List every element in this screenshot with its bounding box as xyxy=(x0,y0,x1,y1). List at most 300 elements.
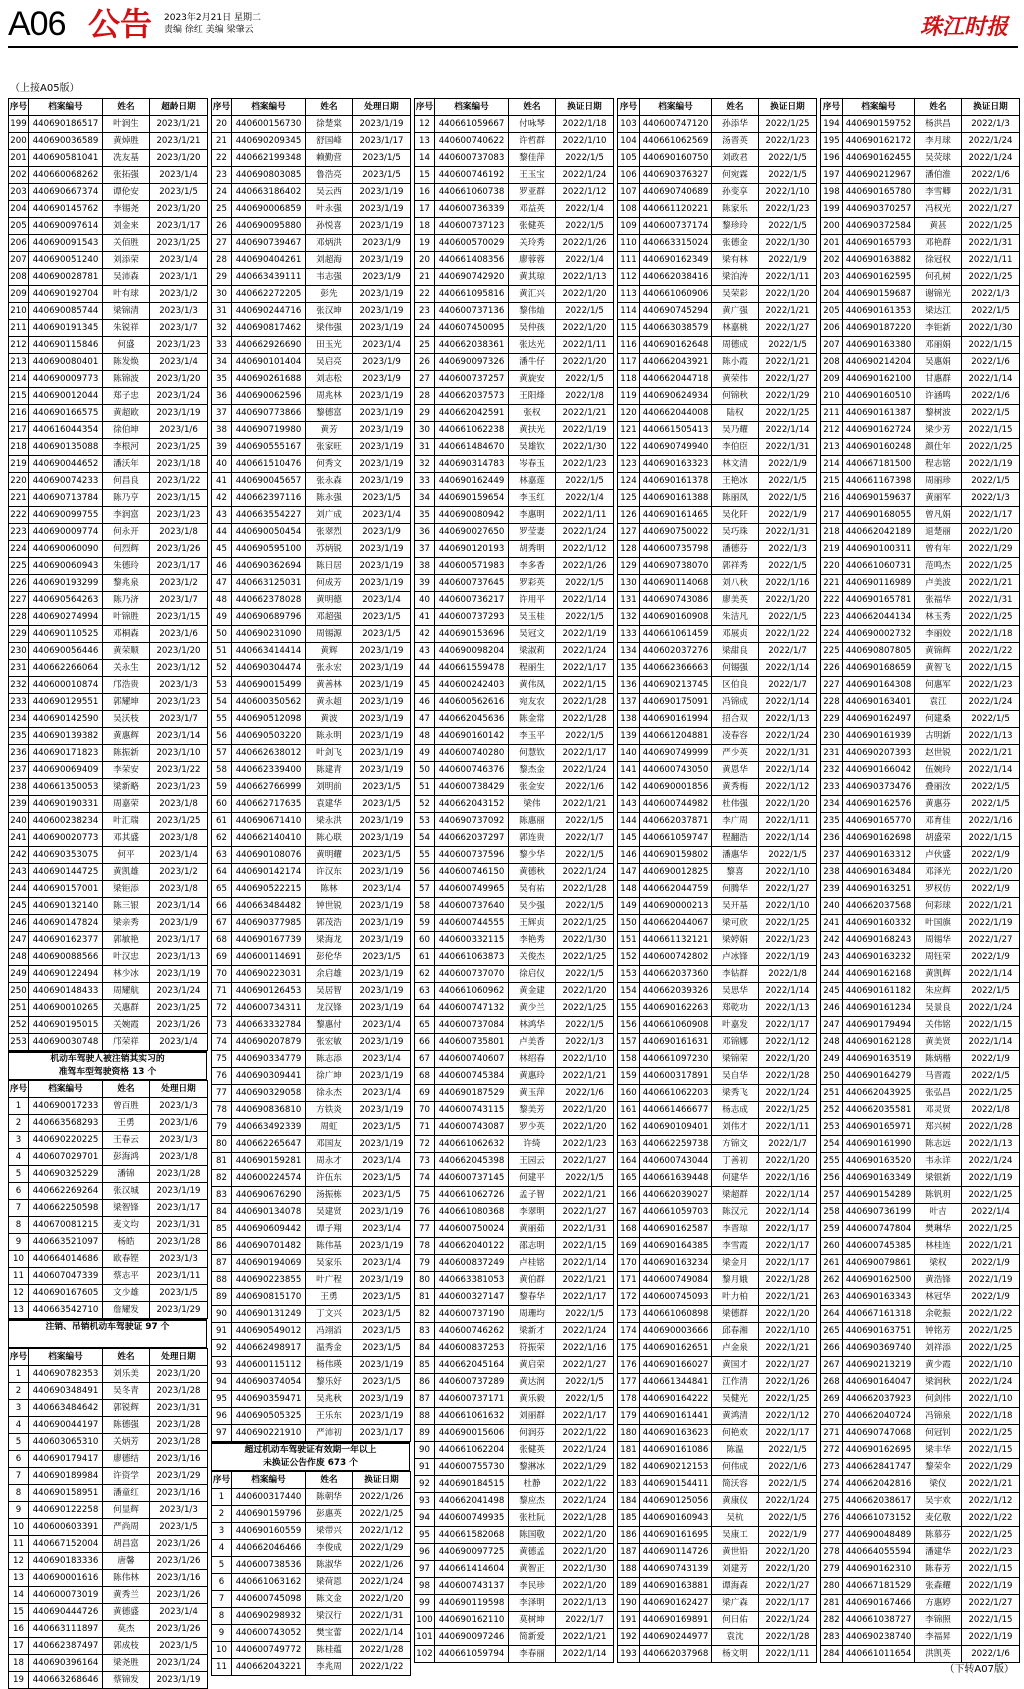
table-cell: 2023/1/28 xyxy=(150,1417,208,1434)
table-cell: 116 xyxy=(618,337,640,354)
table-cell: 440690701482 xyxy=(232,1238,306,1255)
table-cell: 何秀文 xyxy=(306,456,353,473)
table-cell: 163 xyxy=(618,1136,640,1153)
table-cell: 2023/1/24 xyxy=(150,1655,208,1672)
table-cell: 2022/1/21 xyxy=(556,405,614,422)
table-cell: 2022/1/11 xyxy=(962,252,1020,269)
table-row xyxy=(212,932,411,949)
table-cell: 440661038727 xyxy=(843,1612,915,1629)
table-cell: 2022/1/24 xyxy=(556,1442,614,1459)
table-cell: 2022/1/5 xyxy=(962,303,1020,320)
table-cell: 2022/1/12 xyxy=(353,1523,411,1540)
table-cell: 2023/1/19 xyxy=(150,966,208,983)
table-cell: 206 xyxy=(9,235,29,252)
table-cell: 2022/1/19 xyxy=(962,915,1020,932)
table-cell: 440661061632 xyxy=(435,1408,509,1425)
table-cell: 169 xyxy=(618,1238,640,1255)
table-cell: 宛友农 xyxy=(509,694,556,711)
table-cell: 440661060738 xyxy=(435,184,509,201)
table-cell: 2022/1/29 xyxy=(759,388,817,405)
table-cell: 2022/1/19 xyxy=(962,456,1020,473)
table-cell: 7 xyxy=(212,1591,232,1608)
table-cell: 48 xyxy=(212,592,232,609)
table-cell: 陈伟林 xyxy=(103,1570,150,1587)
table-row xyxy=(415,1034,614,1051)
table-cell: 440690162595 xyxy=(843,269,915,286)
table-cell: 440690159796 xyxy=(232,1506,306,1523)
table-cell: 黄明耀 xyxy=(306,847,353,864)
table-row xyxy=(9,1183,208,1200)
table-cell: 65 xyxy=(415,1017,435,1034)
table-row xyxy=(618,337,817,354)
table-cell: 刘祥添 xyxy=(915,1340,962,1357)
table-cell: 440600740280 xyxy=(435,745,509,762)
table-row xyxy=(821,1255,1020,1272)
table-row xyxy=(415,1629,614,1646)
table-cell: 张永宏 xyxy=(306,660,353,677)
table-row xyxy=(212,1255,411,1272)
table-cell: 96 xyxy=(212,1408,232,1425)
table-row xyxy=(415,150,614,167)
table-cell: 2023/1/19 xyxy=(353,745,411,762)
table-cell: 2022/1/5 xyxy=(556,575,614,592)
table-cell: 440690168659 xyxy=(843,660,915,677)
table-row xyxy=(821,473,1020,490)
table-cell: 201 xyxy=(9,150,29,167)
table-row xyxy=(821,932,1020,949)
table-cell: 255 xyxy=(821,1153,843,1170)
table-cell: 260 xyxy=(821,1238,843,1255)
table-cell: 2022/1/31 xyxy=(759,524,817,541)
table-row xyxy=(212,1272,411,1289)
table-cell: 2022/1/27 xyxy=(556,1204,614,1221)
editor-credits: 责编 徐红 美编 梁肇云 xyxy=(164,25,254,35)
table-row xyxy=(821,1204,1020,1221)
table-cell: 廖德结 xyxy=(103,1451,150,1468)
table-cell: 204 xyxy=(9,201,29,218)
table-cell: 1 xyxy=(9,1098,29,1115)
table-cell: 440690098204 xyxy=(435,643,509,660)
table-cell: 31 xyxy=(212,303,232,320)
table-row xyxy=(618,745,817,762)
table-cell: 冯锦泉 xyxy=(915,1408,962,1425)
table-cell: 254 xyxy=(821,1136,843,1153)
table-cell: 8 xyxy=(212,1608,232,1625)
table-cell: 2022/1/5 xyxy=(556,1306,614,1323)
table-cell: 2022/1/25 xyxy=(353,1506,411,1523)
table-cell: 79 xyxy=(212,1119,232,1136)
table-row xyxy=(9,1234,208,1251)
table-cell: 黄秀兰 xyxy=(103,1587,150,1604)
table-row xyxy=(9,1149,208,1166)
table-cell: 刘政君 xyxy=(712,150,759,167)
table-cell: 440690006859 xyxy=(232,201,306,218)
table-row xyxy=(212,575,411,592)
table-cell: 杨伟瑛 xyxy=(306,1357,353,1374)
table-cell: 2022/1/28 xyxy=(556,881,614,898)
table-cell: 唐馨 xyxy=(103,1553,150,1570)
table-cell: 203 xyxy=(821,269,843,286)
table-row xyxy=(618,1561,817,1578)
table-cell: 2022/1/3 xyxy=(556,1034,614,1051)
table-row xyxy=(212,1591,411,1608)
table-cell: 2023/1/25 xyxy=(150,439,208,456)
table-cell: 2022/1/21 xyxy=(556,1272,614,1289)
table-cell: 韦永详 xyxy=(915,1153,962,1170)
table-cell: 2022/1/31 xyxy=(759,745,817,762)
table-cell: 72 xyxy=(212,1000,232,1017)
table-cell: 汤振栋 xyxy=(306,1187,353,1204)
table-cell: 440690162576 xyxy=(843,796,915,813)
table-cell: 440664014686 xyxy=(29,1251,103,1268)
table-cell: 2023/1/19 xyxy=(353,558,411,575)
table-cell: 440690162168 xyxy=(843,966,915,983)
table-cell: 2023/1/19 xyxy=(353,813,411,830)
table-row xyxy=(618,626,817,643)
table-cell: 440690001616 xyxy=(29,1570,103,1587)
table-cell: 29 xyxy=(212,269,232,286)
table-cell: 2023/1/4 xyxy=(150,354,208,371)
table-row xyxy=(9,1553,208,1570)
table-row xyxy=(618,864,817,881)
table-row xyxy=(9,1017,208,1034)
table-cell: 156 xyxy=(618,1017,640,1034)
table-cell: 冯权光 xyxy=(915,201,962,218)
table-cell: 2023/1/19 xyxy=(353,1238,411,1255)
table-cell: 2022/1/11 xyxy=(759,269,817,286)
table-cell: 440690162263 xyxy=(640,1000,712,1017)
table-cell: 2023/1/12 xyxy=(150,660,208,677)
table-cell: 吴雄钦 xyxy=(509,439,556,456)
table-cell: 153 xyxy=(618,966,640,983)
table-cell: 440690187529 xyxy=(435,1085,509,1102)
table-cell: 黄波 xyxy=(306,711,353,728)
table-cell: 137 xyxy=(618,694,640,711)
table-cell: 2022/1/14 xyxy=(759,1187,817,1204)
table-cell: 440662039027 xyxy=(640,1187,712,1204)
table-cell: 陈志远 xyxy=(915,1136,962,1153)
table-cell: 2022/1/10 xyxy=(556,1051,614,1068)
table-row xyxy=(618,456,817,473)
table-cell: 2023/1/8 xyxy=(150,796,208,813)
table-cell: 卢美波 xyxy=(915,575,962,592)
table-cell: 60 xyxy=(415,932,435,949)
table-cell: 252 xyxy=(9,1017,29,1034)
table-cell: 2022/1/27 xyxy=(759,881,817,898)
table-cell: 440662037871 xyxy=(640,813,712,830)
table-cell: 25 xyxy=(212,201,232,218)
table-cell: 2022/1/5 xyxy=(962,711,1020,728)
table-row xyxy=(821,881,1020,898)
table-cell: 2022/1/5 xyxy=(759,1476,817,1493)
table-cell: 440600743087 xyxy=(435,1119,509,1136)
table-cell: 王阳烽 xyxy=(509,388,556,405)
table-cell: 440663492339 xyxy=(232,1119,306,1136)
table-cell: 吴冬青 xyxy=(103,1383,150,1400)
table-cell: 57 xyxy=(415,881,435,898)
table-cell: 2022/1/20 xyxy=(962,864,1020,881)
table-cell: 440690737092 xyxy=(435,813,509,830)
table-cell: 张弘昌 xyxy=(915,1085,962,1102)
table-cell: 58 xyxy=(212,762,232,779)
table-row xyxy=(618,388,817,405)
table-cell: 袁江 xyxy=(915,694,962,711)
table-cell: 440661062203 xyxy=(640,1085,712,1102)
table-cell: 20 xyxy=(415,252,435,269)
table-cell: 440690009774 xyxy=(29,524,103,541)
table-row xyxy=(9,201,208,218)
table-cell: 248 xyxy=(9,949,29,966)
table-cell: 440690184515 xyxy=(435,1476,509,1493)
table-cell: 108 xyxy=(618,201,640,218)
table-cell: 李民珍 xyxy=(509,1578,556,1595)
table-cell: 2022/1/21 xyxy=(556,1187,614,1204)
table-cell: 125 xyxy=(618,490,640,507)
table-cell: 15 xyxy=(9,1604,29,1621)
table-cell: 彭先 xyxy=(306,286,353,303)
table-cell: 184 xyxy=(618,1493,640,1510)
table-cell: 8 xyxy=(9,1485,29,1502)
table-row xyxy=(212,1340,411,1357)
table-cell: 2022/1/17 xyxy=(556,660,614,677)
table-cell: 440600332115 xyxy=(435,932,509,949)
table-cell: 85 xyxy=(212,1221,232,1238)
table-row xyxy=(821,116,1020,133)
table-row xyxy=(9,218,208,235)
table-cell: 黎月娥 xyxy=(712,1272,759,1289)
table-cell: 2022/1/10 xyxy=(556,133,614,150)
table-cell: 86 xyxy=(415,1374,435,1391)
table-cell: 2023/1/19 xyxy=(353,898,411,915)
table-row xyxy=(415,1289,614,1306)
table-cell: 228 xyxy=(9,609,29,626)
table-cell: 2023/1/8 xyxy=(150,1149,208,1166)
table-cell: 440690162648 xyxy=(640,337,712,354)
table-cell: 7 xyxy=(9,1200,29,1217)
table-cell: 189 xyxy=(618,1578,640,1595)
table-cell: 440662250598 xyxy=(29,1200,103,1217)
table-cell: 195 xyxy=(821,133,843,150)
table-cell: 招合双 xyxy=(712,711,759,728)
table-cell: 138 xyxy=(618,711,640,728)
table-cell: 2023/1/19 xyxy=(353,762,411,779)
table-cell: 梁智锋 xyxy=(103,1200,150,1217)
table-cell: 樊琳华 xyxy=(915,1221,962,1238)
table-cell: 440600734311 xyxy=(232,1000,306,1017)
table-row xyxy=(415,1136,614,1153)
table-cell: 2023/1/9 xyxy=(353,354,411,371)
table-row xyxy=(415,660,614,677)
table-row xyxy=(618,983,817,1000)
table-cell: 2022/1/5 xyxy=(556,813,614,830)
table-cell: 2022/1/6 xyxy=(962,354,1020,371)
table-cell: 248 xyxy=(821,1034,843,1051)
table-row xyxy=(212,1170,411,1187)
table-cell: 78 xyxy=(415,1238,435,1255)
table-cell: 440661132121 xyxy=(640,932,712,949)
table-cell: 麦文均 xyxy=(103,1217,150,1234)
table-cell: 134 xyxy=(618,643,640,660)
table-cell: 235 xyxy=(821,813,843,830)
table-cell: 135 xyxy=(618,660,640,677)
table-cell: 2022/1/14 xyxy=(962,966,1020,983)
table-cell: 刘乐美 xyxy=(103,1366,150,1383)
table-row xyxy=(618,218,817,235)
table-cell: 440600737645 xyxy=(435,575,509,592)
table-cell: 440600749084 xyxy=(640,1272,712,1289)
table-cell: 440662037568 xyxy=(843,898,915,915)
table-cell: 440690220225 xyxy=(29,1132,103,1149)
table-cell: 2023/1/19 xyxy=(353,1391,411,1408)
table-cell: 黎杰金 xyxy=(509,762,556,779)
table-cell: 2022/1/9 xyxy=(962,1051,1020,1068)
table-cell: 2023/1/8 xyxy=(150,881,208,898)
table-cell: 2023/1/5 xyxy=(353,1170,411,1187)
table-cell: 440690015606 xyxy=(435,1425,509,1442)
table-row xyxy=(212,1221,411,1238)
column-header: 序号 xyxy=(821,99,843,116)
table-row xyxy=(9,1383,208,1400)
table-row xyxy=(212,1068,411,1085)
table-cell: 76 xyxy=(212,1068,232,1085)
table-cell: 440690028781 xyxy=(29,269,103,286)
column-header: 序号 xyxy=(415,99,435,116)
table-cell: 440600837253 xyxy=(435,1340,509,1357)
table-row xyxy=(9,847,208,864)
table-cell: 2022/1/16 xyxy=(759,575,817,592)
table-cell: 2022/1/30 xyxy=(556,1561,614,1578)
table-cell: 440663332784 xyxy=(232,1017,306,1034)
table-cell: 梁亲秀 xyxy=(103,915,150,932)
table-row xyxy=(618,1119,817,1136)
table-row xyxy=(821,949,1020,966)
table-cell: 2022/1/20 xyxy=(759,1306,817,1323)
table-cell: 黄焯胜 xyxy=(103,133,150,150)
table-row xyxy=(9,405,208,422)
table-cell: 2023/1/7 xyxy=(150,320,208,337)
table-cell: 440690171823 xyxy=(29,745,103,762)
table-cell: 2022/1/12 xyxy=(759,1034,817,1051)
table-cell: 147 xyxy=(618,864,640,881)
table-cell: 440690187220 xyxy=(843,320,915,337)
table-cell: 2022/1/20 xyxy=(556,1102,614,1119)
table-row xyxy=(9,881,208,898)
table-cell: 440690048489 xyxy=(843,1527,915,1544)
table-cell: 2023/1/5 xyxy=(150,1285,208,1302)
table-cell: 440690114068 xyxy=(640,575,712,592)
table-cell: 梁银新 xyxy=(915,1170,962,1187)
table-cell: 吴自华 xyxy=(712,1068,759,1085)
table-cell: 2023/1/19 xyxy=(353,116,411,133)
table-cell: 黄浩锋 xyxy=(915,1272,962,1289)
table-cell: 方惠婷 xyxy=(915,1595,962,1612)
table-row xyxy=(821,235,1020,252)
column-header: 序号 xyxy=(9,1081,29,1098)
table-cell: 146 xyxy=(618,847,640,864)
table-cell: 2023/1/19 xyxy=(353,320,411,337)
table-cell: 2023/1/6 xyxy=(150,1115,208,1132)
table-cell: 2023/1/5 xyxy=(353,1340,411,1357)
table-cell: 李钜新 xyxy=(915,320,962,337)
table-cell: 440600745098 xyxy=(232,1591,306,1608)
table-cell: 2022/1/19 xyxy=(556,626,614,643)
table-cell: 68 xyxy=(212,932,232,949)
table-cell: 440690162497 xyxy=(843,711,915,728)
table-cell: 64 xyxy=(212,864,232,881)
table-cell: 440690122494 xyxy=(29,966,103,983)
table-cell: 吴健光 xyxy=(712,1391,759,1408)
table-cell: 刘八秋 xyxy=(712,575,759,592)
table-cell: 2023/1/23 xyxy=(150,779,208,796)
table-cell: 李兆周 xyxy=(306,1659,353,1676)
table-cell: 440661167398 xyxy=(843,473,915,490)
table-cell: 440690163232 xyxy=(843,949,915,966)
table-cell: 何宛霖 xyxy=(712,167,759,184)
table-cell: 2022/1/17 xyxy=(759,1238,817,1255)
table-row xyxy=(618,1102,817,1119)
table-cell: 2023/1/24 xyxy=(150,983,208,1000)
table-cell: 440690154289 xyxy=(843,1187,915,1204)
table-cell: 2022/1/22 xyxy=(962,643,1020,660)
table-cell: 2022/1/21 xyxy=(962,745,1020,762)
table-cell: 梁汉行 xyxy=(306,1608,353,1625)
table-cell: 2023/1/19 xyxy=(353,1000,411,1017)
table-cell: 潘德芬 xyxy=(712,541,759,558)
table-cell: 229 xyxy=(9,626,29,643)
table-row xyxy=(9,150,208,167)
table-cell: 440690214204 xyxy=(843,354,915,371)
table-cell: 74 xyxy=(415,1170,435,1187)
table-cell: 2023/1/19 xyxy=(353,575,411,592)
table-row xyxy=(212,1017,411,1034)
table-cell: 440600747804 xyxy=(843,1221,915,1238)
table-cell: 张德金 xyxy=(712,235,759,252)
table-cell: 440600837249 xyxy=(435,1255,509,1272)
table-cell: 黎佳萍 xyxy=(509,150,556,167)
table-row xyxy=(618,252,817,269)
table-cell: 冼友基 xyxy=(103,150,150,167)
table-cell: 黄辉 xyxy=(306,643,353,660)
table-cell: 2022/1/29 xyxy=(353,1540,411,1557)
table-cell: 2022/1/8 xyxy=(556,388,614,405)
table-cell: 53 xyxy=(415,813,435,830)
table-cell: 440690739467 xyxy=(232,235,306,252)
table-row xyxy=(9,473,208,490)
table-cell: 101 xyxy=(415,1629,435,1646)
table-cell: 177 xyxy=(618,1374,640,1391)
notice-table xyxy=(820,98,1020,1663)
table-cell: 吴启亮 xyxy=(306,354,353,371)
section-title: 机动车驾驶人被注销其实习的 准驾车型驾驶资格 13 个 xyxy=(8,1051,207,1080)
table-cell: 2022/1/20 xyxy=(556,1544,614,1561)
table-cell: 440690162500 xyxy=(843,1272,915,1289)
table-cell: 209 xyxy=(9,286,29,303)
table-row xyxy=(415,983,614,1000)
table-cell: 黎德富 xyxy=(306,405,353,422)
table-cell: 许汉东 xyxy=(306,864,353,881)
table-cell: 古明新 xyxy=(915,728,962,745)
table-cell: 440690740689 xyxy=(640,184,712,201)
table-cell: 56 xyxy=(212,728,232,745)
table-cell: 廖蓉蓉 xyxy=(509,252,556,269)
table-cell: 257 xyxy=(821,1187,843,1204)
table-cell: 39 xyxy=(415,575,435,592)
column-header: 处理日期 xyxy=(150,1081,208,1098)
table-cell: 440690161990 xyxy=(843,1136,915,1153)
table-cell: 吴杭 xyxy=(712,1510,759,1527)
table-cell: 440690045657 xyxy=(232,473,306,490)
table-row xyxy=(212,1574,411,1591)
